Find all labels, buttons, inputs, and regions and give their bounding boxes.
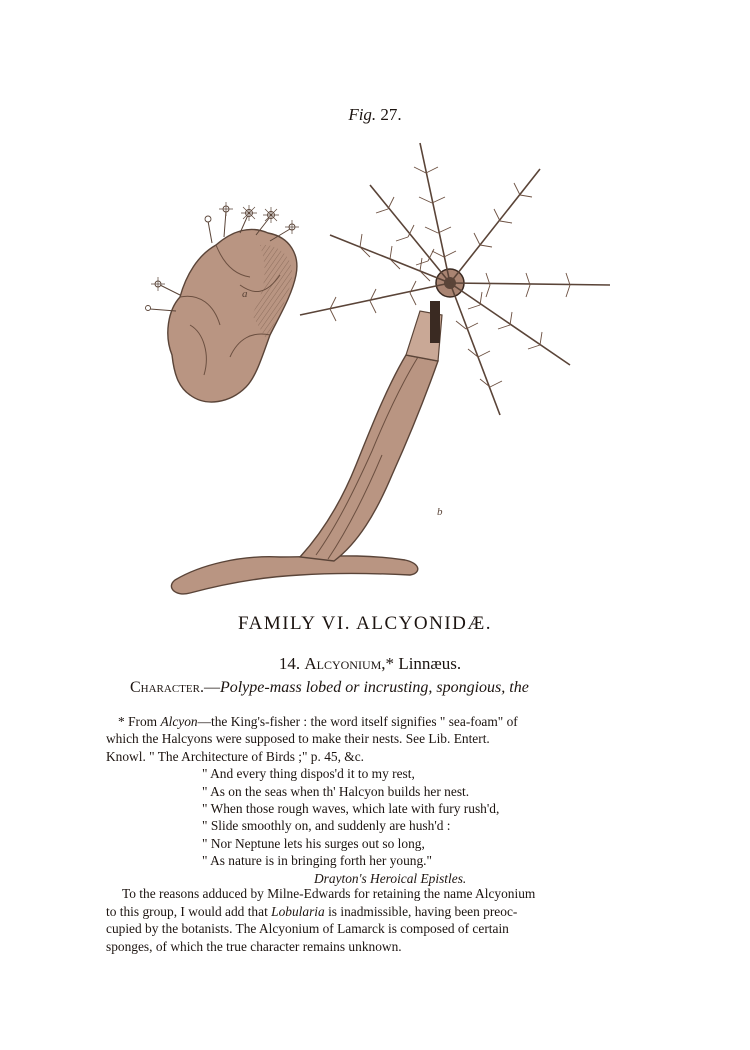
genus-authority: Linnæus.: [398, 654, 462, 673]
character-label: Character.: [130, 679, 204, 696]
figure-title: [0, 105, 750, 125]
verse-line: " Slide smoothly on, and suddenly are hush'd :: [202, 818, 451, 834]
footnote-alcyon: Alcyon: [160, 714, 198, 729]
family-heading: FAMILY VI. ALCYONIDÆ.: [237, 613, 493, 634]
footnote: [106, 713, 636, 887]
footnote-line1-rest: —the King's-fisher : the word itself signifies " sea-foam" of: [197, 714, 518, 729]
body-paragraph: [106, 885, 646, 955]
verse-line: " When those rough waves, which late with fury rush'd,: [202, 801, 500, 817]
character-line: [130, 679, 730, 697]
body-lobularia: Lobularia: [271, 903, 325, 919]
footnote-from: From: [128, 714, 161, 729]
figure-label-a: a: [242, 288, 248, 300]
footnote-marker: *: [118, 714, 125, 729]
body-line-2: [106, 903, 646, 921]
genus-heading: [0, 654, 740, 674]
figure-prefix: Fig.: [348, 105, 377, 124]
genus-name: Alcyonium,*: [304, 654, 395, 673]
verse-line: " Nor Neptune lets his surges out so long,: [202, 835, 425, 851]
verse-line: " And every thing dispos'd it to my rest,: [202, 766, 415, 782]
footnote-line-2: which the Halcyons were supposed to make their nests. See Lib. Entert.: [106, 731, 490, 747]
footnote-line-3: Knowl. " The Architecture of Birds ;" p. 45, &c.: [106, 748, 364, 764]
figure-label-b: b: [437, 506, 443, 518]
body-line-4: sponges, of which the true character remains unknown.: [106, 938, 402, 954]
character-dash: —: [203, 679, 220, 696]
verse-line: " As nature is in bringing forth her young.": [202, 853, 432, 869]
verse-line: " As on the seas when th' Halcyon builds her nest.: [202, 783, 470, 799]
body-line-2b: is inadmissible, having been preoc-: [324, 903, 518, 919]
body-line-2a: to this group, I would add that: [106, 903, 272, 919]
body-line-3: cupied by the botanists. The Alcyonium of Lamarck is composed of certain: [106, 921, 509, 937]
figure-number: 27.: [380, 105, 402, 124]
footnote-line-1: [106, 713, 636, 730]
footnote-attribution: Drayton's Heroical Epistles.: [314, 870, 467, 886]
polype-mass-specimen-a: [146, 202, 300, 402]
body-line-1: To the reasons adduced by Milne-Edwards for retaining the name Alcyonium: [122, 886, 536, 901]
character-text: Polype-mass lobed or incrusting, spongious, the: [219, 679, 529, 696]
genus-number: 14.: [278, 654, 301, 673]
alcyonium-illustration: [120, 125, 640, 605]
